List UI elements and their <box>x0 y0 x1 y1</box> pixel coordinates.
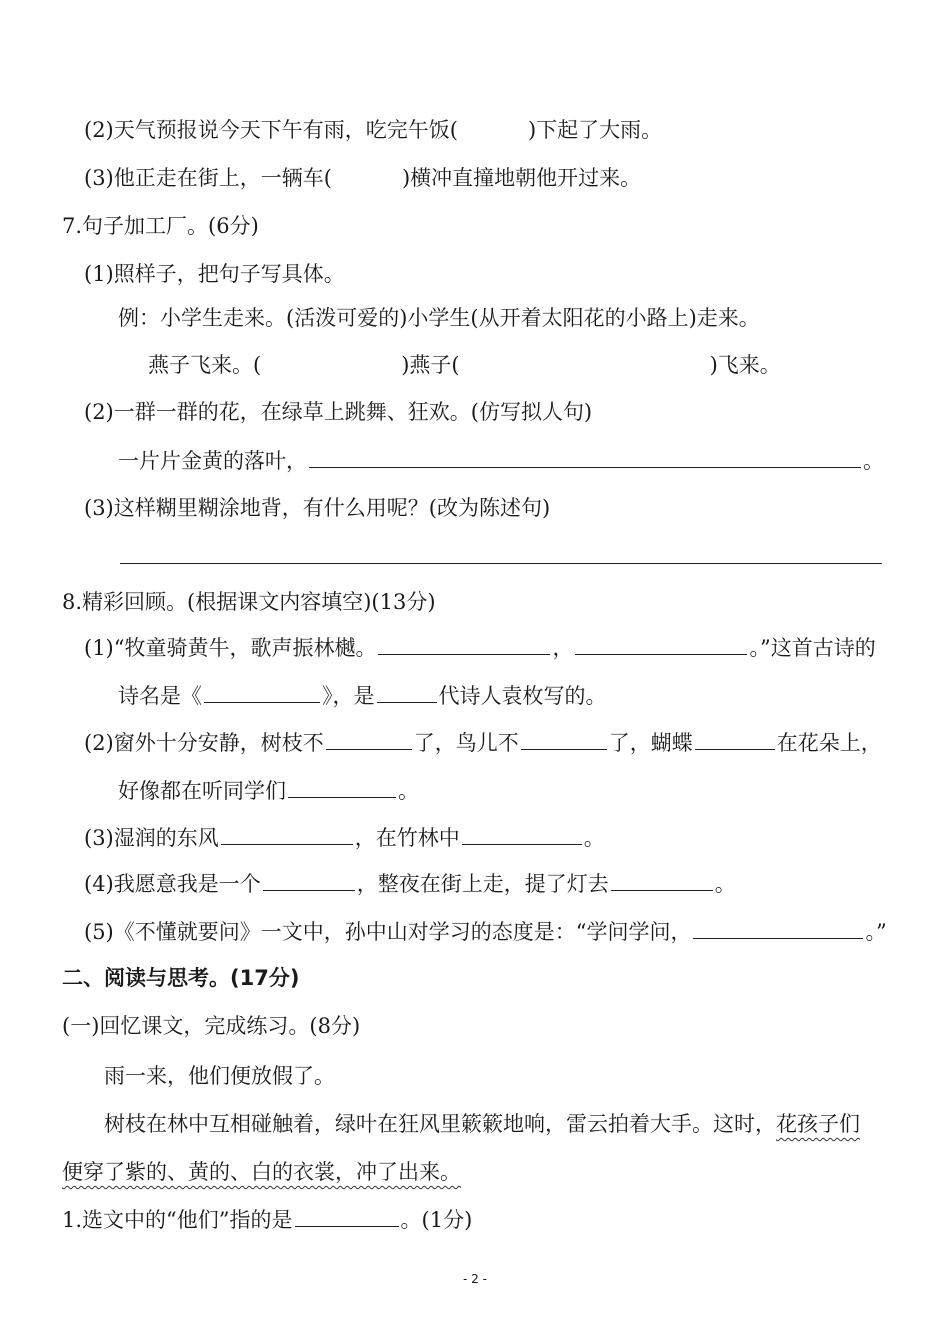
q8-item3-blank-2[interactable] <box>462 843 582 845</box>
reading-q1-blank[interactable] <box>295 1225 399 1227</box>
q8-item1: (1)“牧童骑黄牛，歌声振林樾。 ， 。”这首古诗的 <box>84 636 876 660</box>
q6-item2: (2)天气预报说今天下午有雨，吃完午饭( )下起了大雨。 <box>84 118 663 142</box>
q7-title: 7.句子加工厂。(6分) <box>62 214 259 238</box>
q8-item1-blank-1[interactable] <box>378 653 550 655</box>
q8-poem-title-blank[interactable] <box>204 701 320 703</box>
q8-item5: (5)《不懂就要问》一文中，孙中山对学习的态度是：“学问学问， 。” <box>84 920 887 944</box>
q8-title: 8.精彩回顾。(根据课文内容填空)(13分) <box>62 590 436 614</box>
q7-item2: (2)一群一群的花，在绿草上跳舞、狂欢。(仿写拟人句) <box>84 400 593 424</box>
q8-item2-cont: 好像都在听同学们 。 <box>118 779 419 803</box>
q8-item2-blank-3[interactable] <box>695 748 775 750</box>
reading-para2: 树枝在林中互相碰触着，绿叶在狂风里簌簌地响，雷云拍着大手。这时，花孩子们 <box>104 1112 860 1136</box>
q8-item4-blank-2[interactable] <box>611 889 713 891</box>
q7-item3: (3)这样糊里糊涂地背，有什么用呢？(改为陈述句) <box>84 496 551 520</box>
q8-item5-blank[interactable] <box>693 937 863 939</box>
q8-item2: (2)窗外十分安静，树枝不 了，鸟儿不 了，蝴蝶 在花朵上， <box>84 731 882 755</box>
q7-item1: (1)照样子，把句子写具体。 <box>84 262 345 286</box>
q7-item3-answer-line[interactable] <box>120 562 882 564</box>
reading-q1: 1.选文中的“他们”指的是 。(1分) <box>62 1208 473 1232</box>
q7-example: 例：小学生走来。(活泼可爱的)小学生(从开着太阳花的小路上)走来。 <box>118 306 760 330</box>
q8-item4: (4)我愿意我是一个 ，整夜在街上走，提了灯去 。 <box>84 872 736 896</box>
q8-item1-cont: 诗名是《 》，是 代诗人袁枚写的。 <box>118 684 607 708</box>
q8-dynasty-blank[interactable] <box>377 701 437 703</box>
reading-para3: 便穿了紫的、黄的、白的衣裳，冲了出来。 <box>62 1160 461 1184</box>
q8-item2-blank-1[interactable] <box>326 748 412 750</box>
q7-item2-answer-line[interactable] <box>309 466 861 468</box>
q7-item2-answer: 一片片金黄的落叶， 。 <box>118 449 884 473</box>
q8-item4-blank-1[interactable] <box>263 889 355 891</box>
q8-item1-blank-2[interactable] <box>575 653 747 655</box>
reading-para1: 雨一来，他们便放假了。 <box>104 1064 335 1088</box>
q8-item3-blank-1[interactable] <box>221 843 353 845</box>
section2-title: 二、阅读与思考。(17分) <box>62 966 300 990</box>
q8-item3: (3)湿润的东风 ，在竹林中 。 <box>84 826 605 850</box>
q7-task: 燕子飞来。( )燕子( )飞来。 <box>148 353 781 377</box>
q8-item2-blank-4[interactable] <box>288 796 396 798</box>
section2-sub1: (一)回忆课文，完成练习。(8分) <box>62 1014 361 1038</box>
q8-item2-blank-2[interactable] <box>521 748 607 750</box>
page-number: - 2 - <box>463 1272 487 1286</box>
q6-item3: (3)他正走在街上，一辆车( )横冲直撞地朝他开过来。 <box>84 166 642 190</box>
